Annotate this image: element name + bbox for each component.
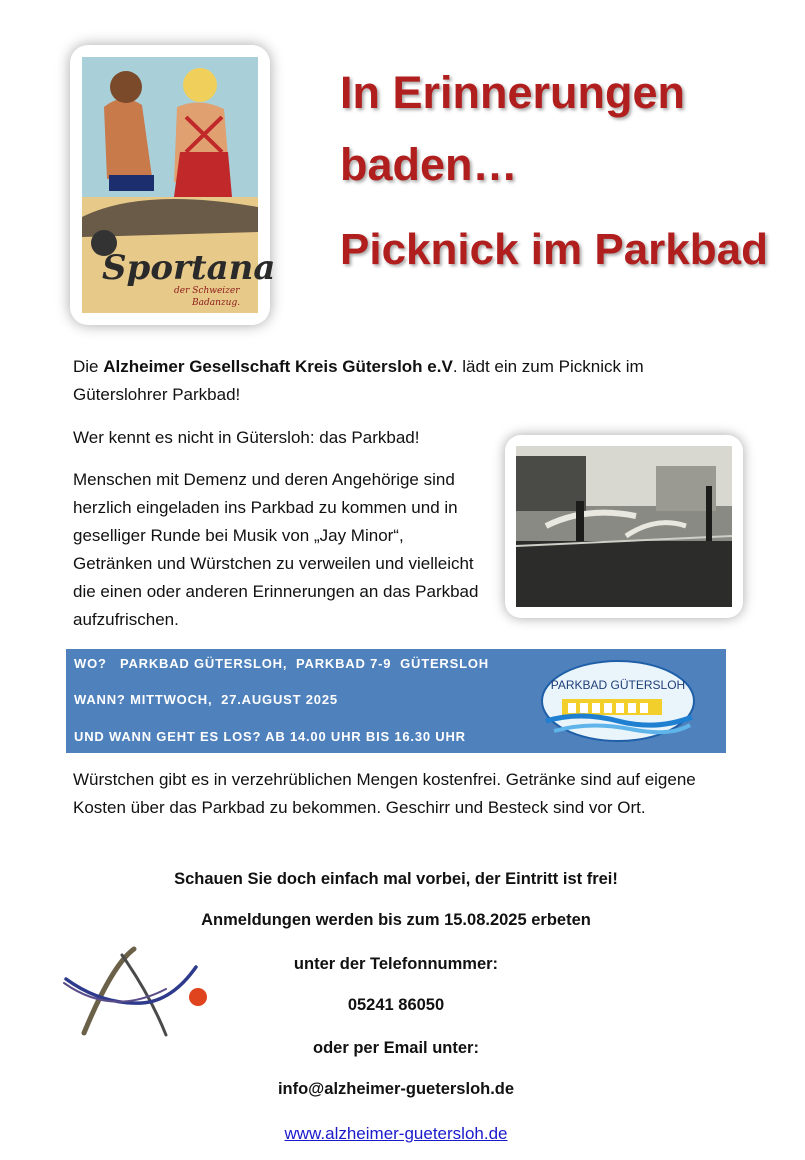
info-when: WANN? MITTWOCH, 27.AUGUST 2025 xyxy=(74,692,338,707)
org-name: Alzheimer Gesellschaft Kreis Gütersloh e.V xyxy=(103,357,453,376)
info-where: WO? PARKBAD GÜTERSLOH, PARKBAD 7-9 GÜTERSLOH xyxy=(74,656,489,671)
parkbad-logo-text: PARKBAD GÜTERSLOH xyxy=(550,678,686,692)
intro-suffix: . lädt ein zum Picknick im Güterslohrer Parkbad! xyxy=(73,357,644,404)
alzheimer-gesellschaft-logo xyxy=(62,945,212,1040)
parkbad-historic-photo xyxy=(516,446,732,607)
poster-tagline-1: der Schweizer xyxy=(174,286,240,296)
parkbad-photo-frame xyxy=(505,435,743,618)
closing-line-5: oder per Email unter: xyxy=(313,1039,479,1057)
intro-paragraph xyxy=(73,353,693,409)
title-line-3: Picknick im Parkbad xyxy=(340,225,768,274)
title-line-1: In Erinnerungen xyxy=(340,67,686,118)
paragraph-4: Würstchen gibt es in verzehrüblichen Mengen kostenfrei. Getränke sind auf eigene Kosten über das Parkbad zu bekommen. Geschirr und Besteck sind vor Ort. xyxy=(73,770,696,817)
paragraph-2: Wer kennt es nicht in Gütersloh: das Parkbad! xyxy=(73,428,420,447)
title-line-2: baden… xyxy=(340,139,518,190)
website-link[interactable]: www.alzheimer-guetersloh.de xyxy=(284,1124,508,1143)
poster-brand-text: Sportana xyxy=(102,248,276,288)
paragraph-3: Menschen mit Demenz und deren Angehörige sind herzlich eingeladen ins Parkbad zu kommen und in geselliger Runde bei Musik von „Jay Minor“, Getränken und Würstchen zu verweilen und vielleicht die einen oder anderen Erinnerungen an das Parkbad aufzufrischen. xyxy=(73,470,479,629)
poster-tagline-2: Badanzug. xyxy=(192,298,241,308)
closing-line-2: Anmeldungen werden bis zum 15.08.2025 erbeten xyxy=(201,911,591,929)
closing-line-3: unter der Telefonnummer: xyxy=(293,955,499,973)
event-info-box xyxy=(66,649,726,753)
intro-prefix: Die xyxy=(73,357,104,376)
email-address: info@alzheimer-guetersloh.de xyxy=(277,1080,515,1098)
phone-number: 05241 86050 xyxy=(347,996,445,1014)
parkbad-logo xyxy=(540,659,696,743)
closing-line-1: Schauen Sie doch einfach mal vorbei, der Eintritt ist frei! xyxy=(174,870,618,888)
info-time: UND WANN GEHT ES LOS? AB 14.00 UHR BIS 16.30 UHR xyxy=(74,729,466,744)
sportana-poster-image xyxy=(82,57,276,313)
sportana-poster-frame xyxy=(70,45,276,325)
